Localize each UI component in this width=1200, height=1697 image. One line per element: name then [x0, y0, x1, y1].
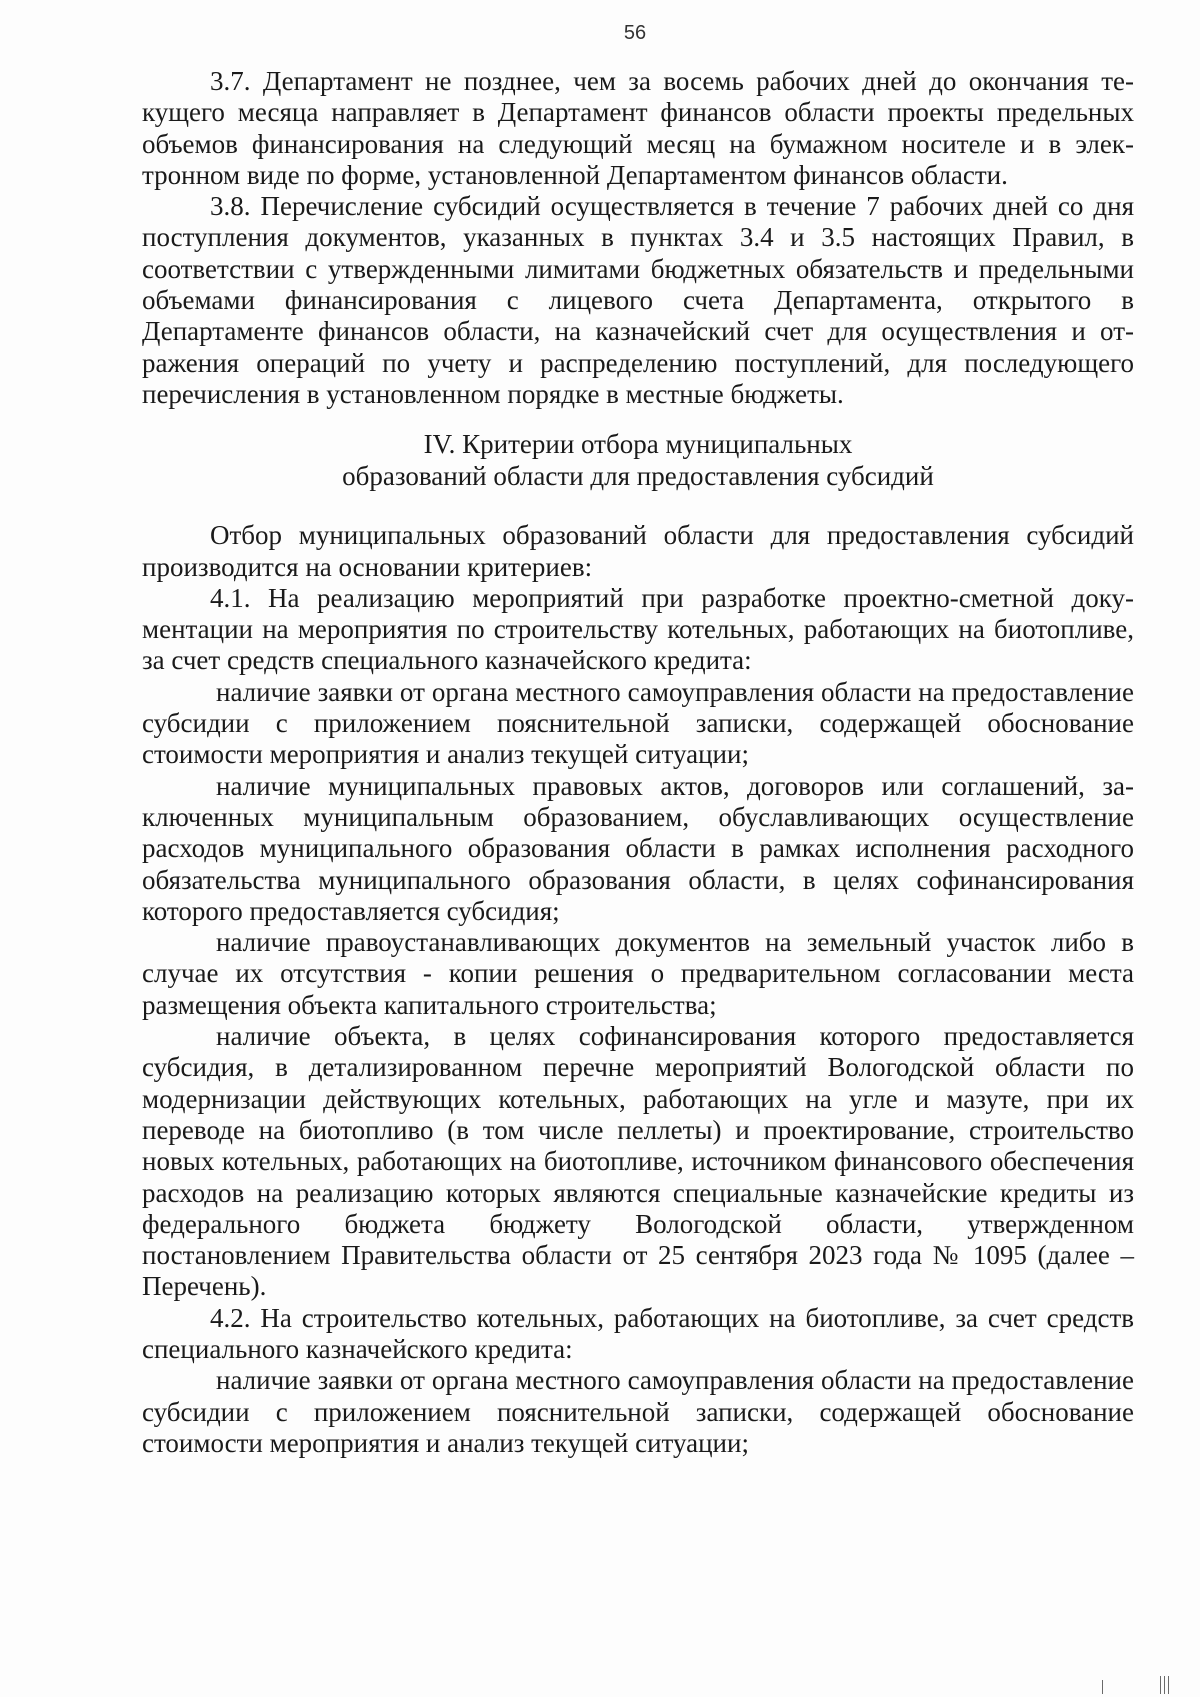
scan-artifact: [1168, 1676, 1169, 1694]
paragraph-3-8: 3.8. Перечисление субсидий осуществляется в течение 7 рабочих дней со дня поступления документов, указанных в пунктах 3.4 и 3.5 настоящих Правил, в соответствии с утвержденными лимитами бюджетных обязательств и предельными объемами финансирования с лицевого счета Департамента, открытого в Департаменте финансов области, на казначейский счет для осуществления и отражения операций по учету и распределению поступлений, для последующего перечисления в установленном порядке в местные бюджеты.: [142, 191, 1134, 409]
section-heading-line-2: образований области для предоставления субсидий: [342, 461, 934, 492]
paragraph-4-1-item-c: наличие правоустанавливающих документов на земельный участок либо в случае их отсутствия - копии решения о предварительном согласовании места размещения объекта капитального строительства;: [142, 927, 1134, 1020]
paragraph-4-1-item-b: наличие муниципальных правовых актов, договоров или соглашений, заключенных муниципальным образованием, обуславливающих осуществление расходов муниципального образования области в рамках исполнения расходного обязательства муниципального образования области, в целях софинансирования которого предоставляется субсидия;: [142, 770, 1134, 926]
paragraph-4-1-item-a: наличие заявки от органа местного самоуправления области на предоставление субсидии с приложением пояснительной записки, содержащей обоснование стоимости мероприятия и анализ текущей ситуации;: [142, 676, 1134, 770]
page-number: 56: [623, 22, 647, 44]
paragraph-intro: Отбор муниципальных образований области для предоставления субсидий производится на основании критериев:: [142, 520, 1134, 582]
section-heading-line-1: IV. Критерии отбора муниципальных: [423, 429, 853, 460]
paragraph-4-1: 4.1. На реализацию мероприятий при разработке проектно-сметной документации на мероприятия по строительству котельных, работающих на биотопливе, за счет средств специального казначейского кредита:: [142, 582, 1134, 676]
paragraph-4-2: 4.2. На строительство котельных, работающих на биотопливе, за счет средств специального казначейского кредита:: [142, 1302, 1134, 1364]
document-body: [142, 66, 1134, 1459]
paragraph-3-7: 3.7. Департамент не позднее, чем за восемь рабочих дней до окончания текущего месяца направляет в Департамент финансов области проекты предельных объемов финансирования на следующий месяц на бумажном носителе и в электронном виде по форме, установленной Департаментом финансов области.: [142, 66, 1134, 190]
section-heading: [142, 428, 1134, 492]
scan-artifact: [1102, 1680, 1103, 1694]
paragraph-4-1-item-d: наличие объекта, в целях софинансирования которого предоставляется субсидия, в детализированном перечне мероприятий Вологодской области по модернизации действующих котельных, работающих на угле и мазуте, при их переводе на биотопливо (в том числе пеллеты) и проектирование, строительство новых котельных, работающих на биотопливе, источником финансового обеспечения расходов на реализацию которых являются специальные казначейские кредиты из федерального бюджета бюджету Вологодской области, утвержденном постановлением Правительства области от 25 сентября 2023 года № 1095 (далее – Перечень).: [142, 1021, 1134, 1302]
scan-artifact: [1160, 1676, 1161, 1694]
scan-artifact: [1164, 1676, 1165, 1694]
paragraph-4-2-item-a: наличие заявки от органа местного самоуправления области на предоставление субсидии с приложением пояснительной записки, содержащей обоснование стоимости мероприятия и анализ текущей ситуации;: [142, 1365, 1134, 1458]
